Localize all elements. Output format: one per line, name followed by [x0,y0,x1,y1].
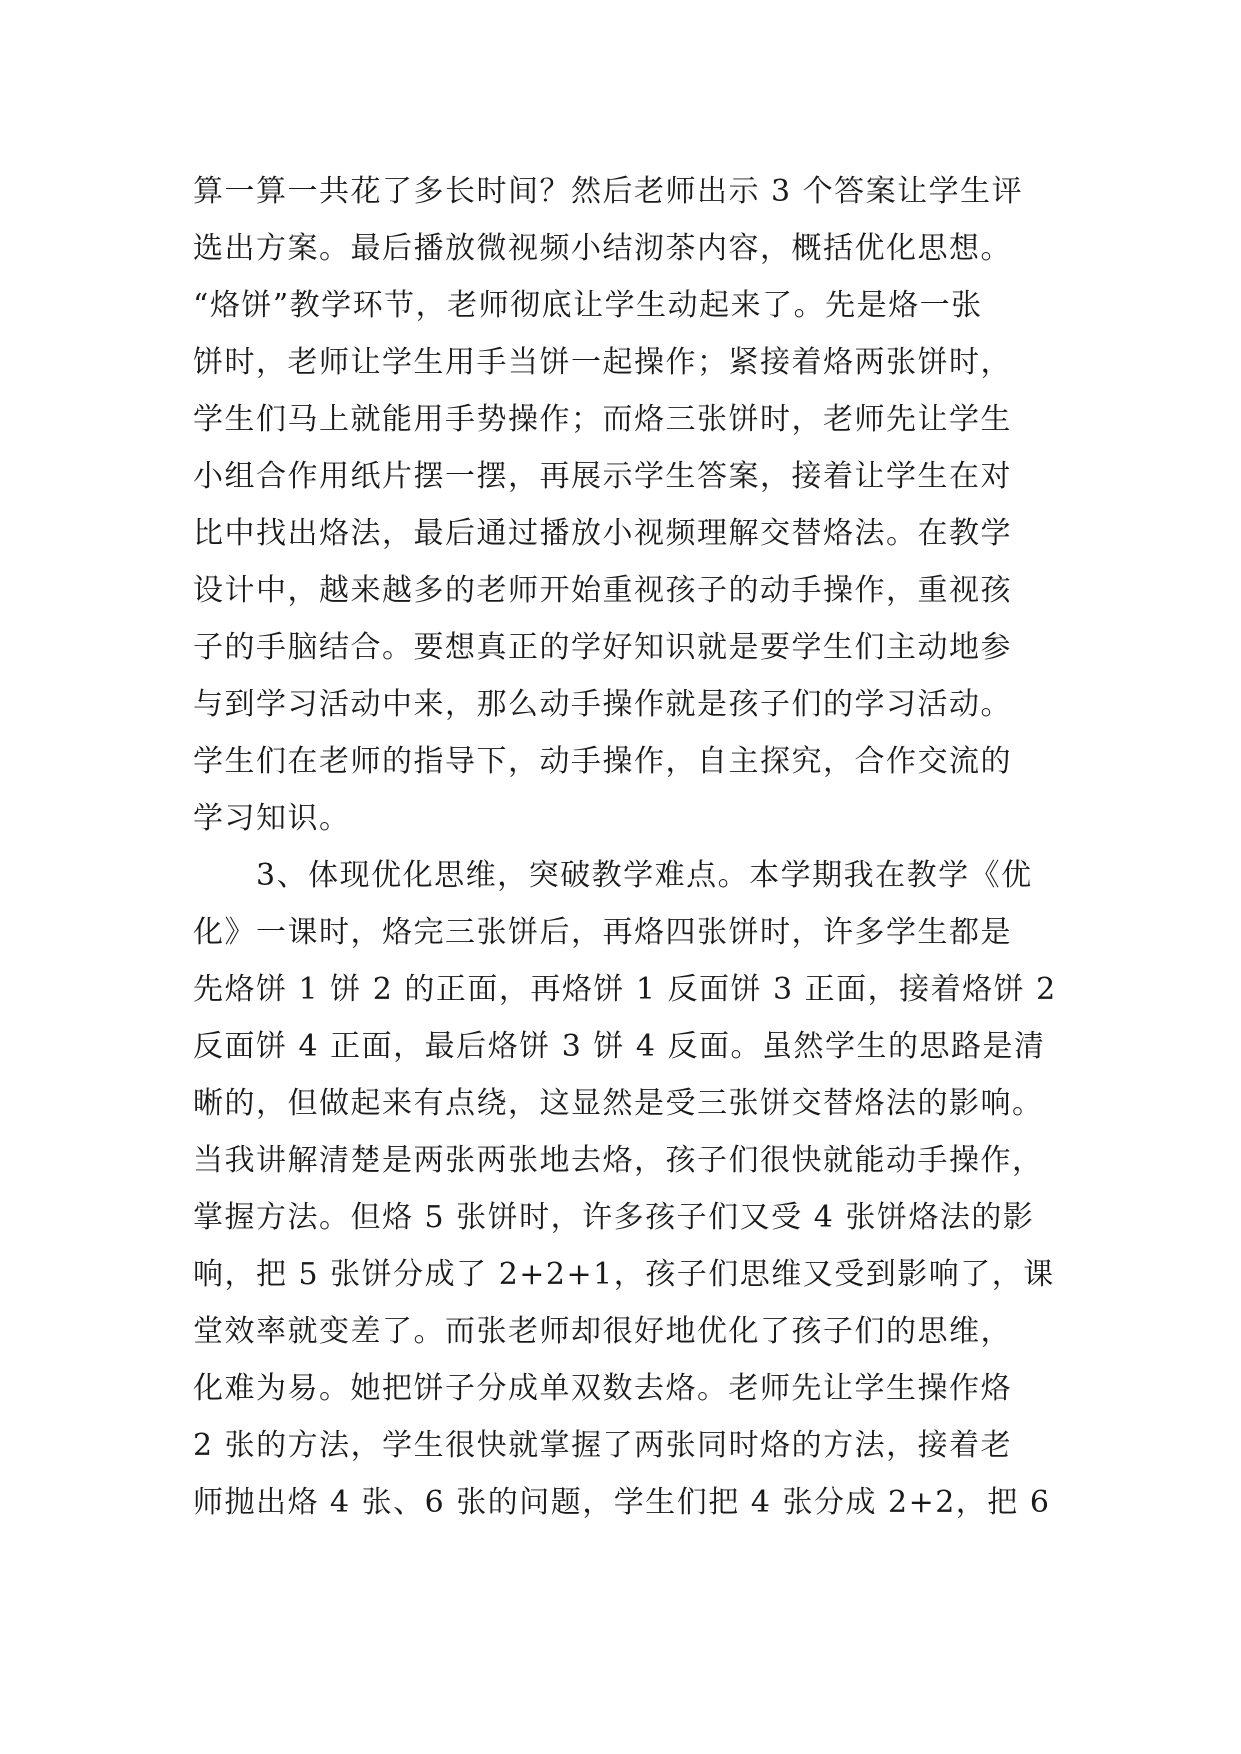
text-line: 堂效率就变差了。而张老师却很好地优化了孩子们的思维， [193,1314,1012,1349]
text-line: 师抛出烙 4 张、6 张的问题，学生们把 4 张分成 2+2，把 6 [193,1485,1051,1520]
text-line: 反面饼 4 正面，最后烙饼 3 饼 4 反面。虽然学生的思路是清 [193,1029,1046,1064]
text-line: 先烙饼 1 饼 2 的正面，再烙饼 1 反面饼 3 正面，接着烙饼 2 [193,972,1057,1007]
body-text [193,163,1069,1531]
text-line: 比中找出烙法，最后通过播放小视频理解交替烙法。在教学 [193,516,1012,551]
text-line: 小组合作用纸片摆一摆，再展示学生答案，接着让学生在对 [193,459,1012,494]
text-line: 学生们在老师的指导下，动手操作，自主探究，合作交流的 [193,744,1012,779]
text-line: 2 张的方法，学生很快就掌握了两张同时烙的方法，接着老 [193,1428,1013,1463]
text-line: 晰的，但做起来有点绕，这显然是受三张饼交替烙法的影响。 [193,1086,1044,1121]
text-line: 饼时，老师让学生用手当饼一起操作；紧接着烙两张饼时， [193,345,1012,380]
text-line: 化难为易。她把饼子分成单双数去烙。老师先让学生操作烙 [193,1371,1012,1406]
text-line: 化》一课时，烙完三张饼后，再烙四张饼时，许多学生都是 [193,915,1012,950]
text-line: 设计中，越来越多的老师开始重视孩子的动手操作，重视孩 [193,573,1012,608]
text-line: 学生们马上就能用手势操作；而烙三张饼时，老师先让学生 [193,402,1012,437]
text-line: 3、体现优化思维，突破教学难点。本学期我在教学《优 [193,858,1033,893]
text-line: 当我讲解清楚是两张两张地去烙，孩子们很快就能动手操作， [193,1143,1044,1178]
text-line: 掌握方法。但烙 5 张饼时，许多孩子们又受 4 张饼烙法的影 [193,1200,1035,1235]
text-line: “烙饼”教学环节，老师彻底让学生动起来了。先是烙一张 [193,288,983,323]
text-line: 学习知识。 [193,801,351,836]
text-line: 选出方案。最后播放微视频小结沏茶内容，概括优化思想。 [193,231,1012,266]
text-line: 算一算一共花了多长时间？然后老师出示 3 个答案让学生评 [193,174,1024,209]
text-line: 与到学习活动中来，那么动手操作就是孩子们的学习活动。 [193,687,1012,722]
text-line: 响，把 5 张饼分成了 2+2+1，孩子们思维又受到影响了，课 [193,1257,1055,1292]
text-line: 子的手脑结合。要想真正的学好知识就是要学生们主动地参 [193,630,1012,665]
